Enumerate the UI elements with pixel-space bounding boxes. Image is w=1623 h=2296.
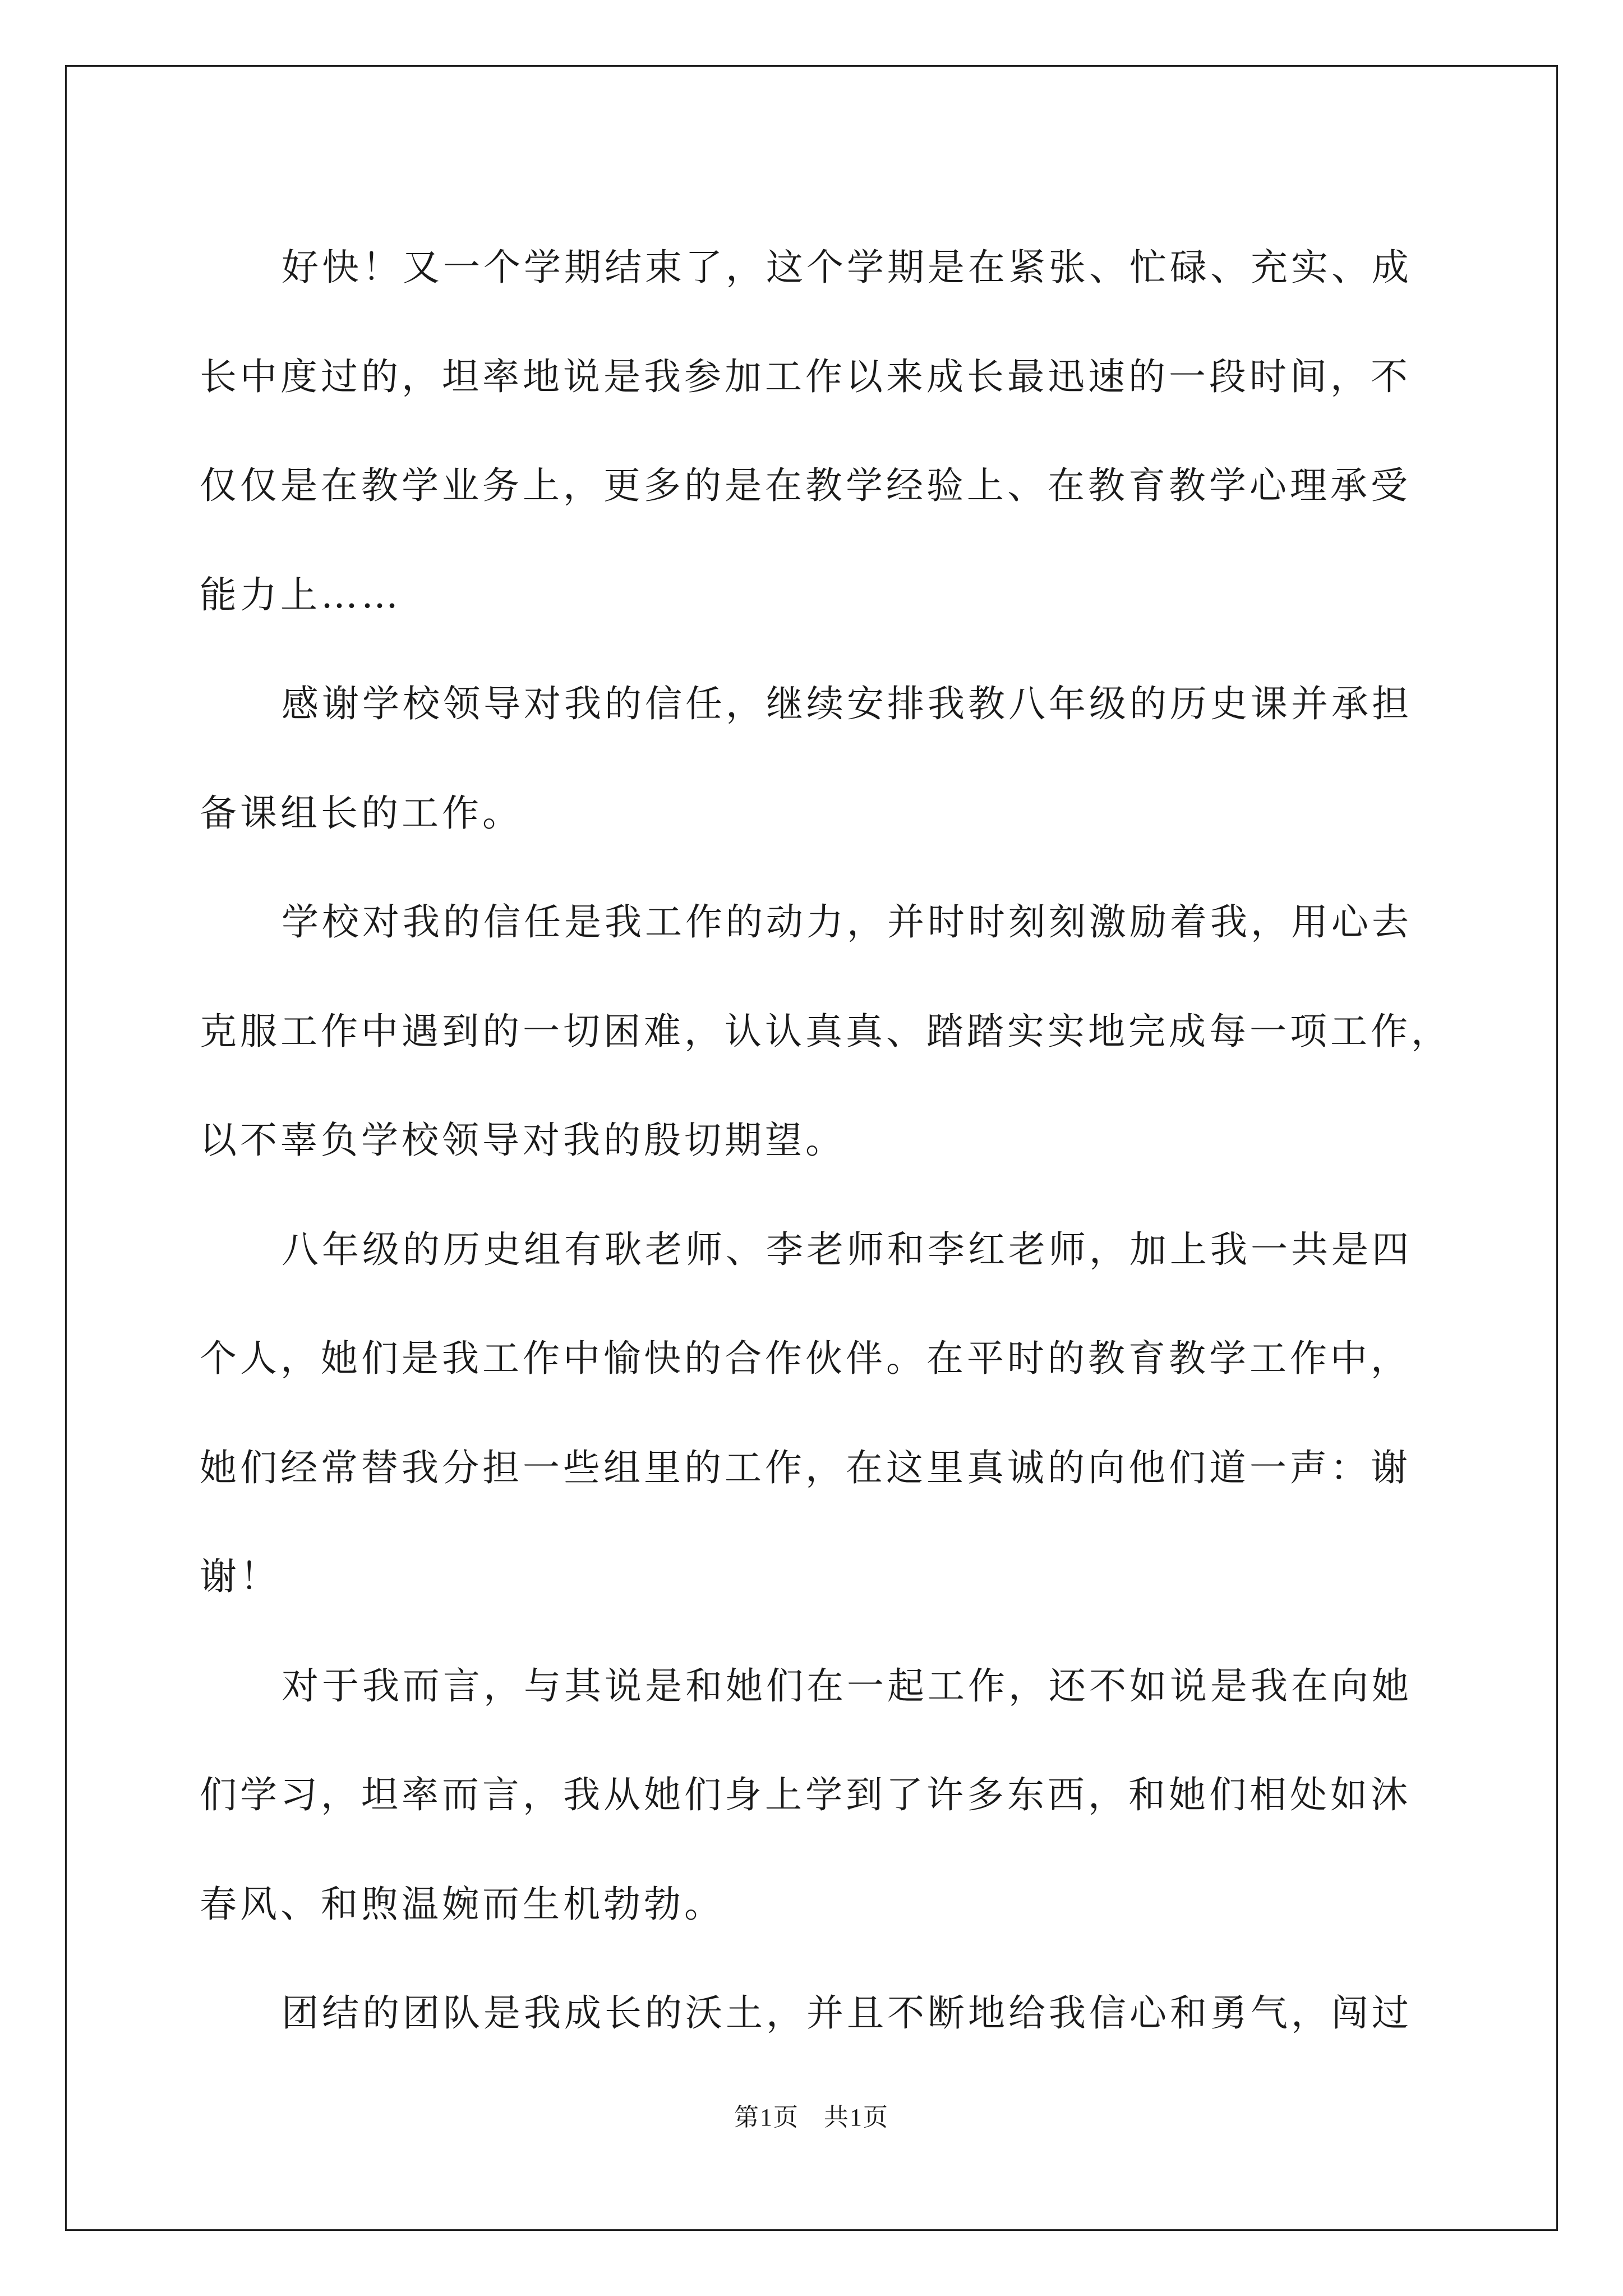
text-line: 们学习，坦率而言，我从她们身上学到了许多东西，和她们相处如沐 xyxy=(200,1773,1411,1816)
text-line: 她们经常替我分担一些组里的工作，在这里真诚的向他们道一声：谢 xyxy=(200,1446,1411,1489)
page-number: 第1页 xyxy=(734,2104,799,2131)
text-line: 能力上…… xyxy=(200,573,402,616)
text-line: 仅仅是在教学业务上，更多的是在教学经验上、在教育教学心理承受 xyxy=(200,464,1411,507)
text-line: 长中度过的，坦率地说是我参加工作以来成长最迅速的一段时间，不 xyxy=(200,355,1411,398)
text-line: 克服工作中遇到的一切困难，认认真真、踏踏实实地完成每一项工作， xyxy=(200,1009,1451,1053)
document-body xyxy=(200,213,1456,2068)
text-line: 备课组长的工作。 xyxy=(200,791,523,835)
text-line: 个人，她们是我工作中愉快的合作伙伴。在平时的教育教学工作中， xyxy=(200,1337,1411,1380)
text-line: 八年级的历史组有耿老师、李老师和李红老师，加上我一共是四 xyxy=(282,1227,1412,1271)
text-line: 春风、和煦温婉而生机勃勃。 xyxy=(200,1882,725,1926)
text-line: 对于我而言，与其说是和她们在一起工作，还不如说是我在向她 xyxy=(282,1664,1412,1708)
page-footer xyxy=(0,2097,1623,2133)
text-line: 感谢学校领导对我的信任，继续安排我教八年级的历史课并承担 xyxy=(282,682,1412,725)
text-line: 学校对我的信任是我工作的动力，并时时刻刻激励着我，用心去 xyxy=(282,900,1412,944)
text-line: 团结的团队是我成长的沃土，并且不断地给我信心和勇气，闯过 xyxy=(282,1991,1412,2035)
text-line: 好快！又一个学期结束了，这个学期是在紧张、忙碌、充实、成 xyxy=(282,246,1412,289)
text-line: 以不辜负学校领导对我的殷切期望。 xyxy=(200,1119,846,1162)
page-total: 共1页 xyxy=(824,2104,889,2131)
text-line: 谢！ xyxy=(200,1555,280,1598)
